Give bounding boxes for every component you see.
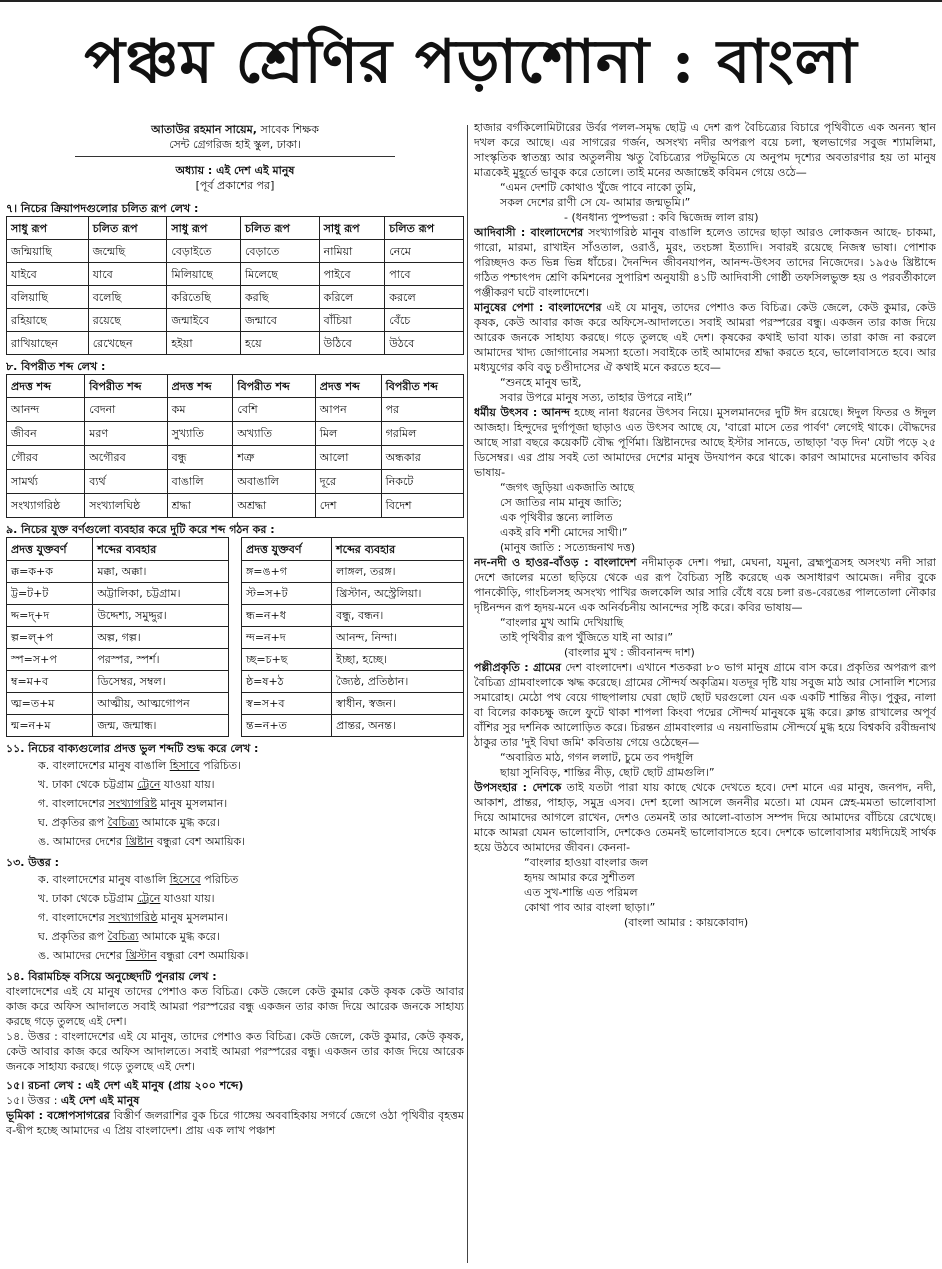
- sentence-text: মানুষ মুসলমান।: [157, 911, 228, 924]
- table-cell: মিলিয়াছে: [167, 263, 241, 286]
- q7-table: [6, 216, 464, 355]
- table-cell: করিতেছি: [167, 286, 241, 309]
- q8-header-cell: বিপরীত শব্দ: [233, 375, 315, 398]
- table-cell: দ্দ=দ্+দ: [7, 605, 93, 627]
- q9-table-left: [6, 537, 229, 737]
- q7-header-cell: সাধু রূপ: [7, 217, 89, 240]
- poem-line: সকল দেশের রাণী সে যে- আমার জন্মভূমি।”: [500, 196, 691, 209]
- table-cell: বেদনা: [85, 398, 167, 422]
- sentence-text: পরিচিত।: [199, 759, 242, 772]
- table-row: [242, 693, 464, 715]
- q15-heading: ১৫। রচনা লেখ : এই দেশ এই মানুষ (প্রায় ২০০ শব্দে): [6, 1079, 244, 1092]
- table-cell: ন্ধ=ন+ধ: [242, 605, 332, 627]
- poem-line: হৃদয় আমার করে সুশীতল: [524, 871, 635, 884]
- table-cell: বন্ধু, বন্ধন।: [332, 605, 464, 627]
- table-cell: যাইবে: [7, 263, 89, 286]
- section-label: আদিবাসী : বাংলাদেশের: [474, 226, 584, 239]
- table-cell: উঠিবে: [319, 332, 385, 355]
- table-cell: স্বাধীন, স্বজন।: [332, 693, 464, 715]
- table-cell: যাবে: [88, 263, 167, 286]
- table-cell: ত্ম=ত+ম: [7, 693, 93, 715]
- table-row: [7, 561, 229, 583]
- section-label: উপসংহার : দেশকে: [474, 781, 562, 794]
- section-label: পল্লীপ্রকৃতি : গ্রামের: [474, 661, 562, 674]
- table-cell: স্ট=স+ট: [242, 583, 332, 605]
- table-cell: মিল: [315, 422, 381, 446]
- table-cell: ন্ত=ন+ত: [242, 715, 332, 737]
- table-cell: রয়েছে: [88, 309, 167, 332]
- section-label: ধর্মীয় উৎসব : আনন্দ: [474, 406, 570, 419]
- poem-credit: (বাংলা আমার : কায়কোবাদ): [624, 916, 749, 929]
- sentence-text: গ. বাংলাদেশের: [38, 911, 109, 924]
- essay-paragraph: [474, 225, 936, 300]
- table-cell: বেড়াইতে: [167, 240, 241, 263]
- table-cell: স্প=স+প: [7, 649, 93, 671]
- q8-header-cell: প্রদত্ত শব্দ: [315, 375, 381, 398]
- essay-paragraph: [474, 660, 936, 750]
- q8-header-cell: বিপরীত শব্দ: [381, 375, 463, 398]
- list-item: [6, 756, 464, 775]
- section-label: নদ-নদী ও হাওর-বাঁওড় : বাংলাদেশ: [474, 556, 637, 569]
- table-row: [7, 398, 464, 422]
- section-text: তাই যতটা পারা যায় কাছে থেকে দেখতে হবে। দেশ মানে এর মানুষ, জনপদ, নদী, আকাশ, প্রান্তর, পাহাড়, সমুদ্র এসব। দেশ হলো আসলে জননীর মতো। মা যেমন স্নেহ-মমতা ভালোবাসা দিয়ে আমাদের আগলে রাখেন, দেশও তেমনই তার আলো-বাতাস সম্পদ দিয়ে আমাদের বাঁচিয়ে রেখেছে। মাকে আমরা যেমন ভালোবাসি, দেশকেও তেমনই ভালোবাসতে হবে। দেশকে ভালোবাসার মধ্যদিয়েই সার্থক হয়ে উঠবে আমাদের জীবন। কেননা-: [474, 781, 936, 854]
- table-cell: উঠবে: [385, 332, 464, 355]
- table-cell: শ্রদ্ধা: [167, 494, 233, 518]
- table-cell: ডিসেম্বর, সম্বল।: [93, 671, 229, 693]
- table-cell: ম্ব=ম+ব: [7, 671, 93, 693]
- table-cell: মরণ: [85, 422, 167, 446]
- table-row: [7, 286, 464, 309]
- underlined-word: খ্রিস্টান: [125, 949, 157, 962]
- essay-paragraph: [474, 300, 936, 375]
- underlined-word: বৈচিত্র্য: [107, 816, 139, 829]
- table-row: [242, 605, 464, 627]
- top-rule: [0, 0, 942, 8]
- q9-tables: [6, 537, 464, 737]
- list-item: [6, 889, 464, 908]
- underlined-word: সংখ্যাগরিষ্ট: [108, 797, 157, 810]
- sentence-text: গ. বাংলাদেশের: [38, 797, 109, 810]
- table-row: [7, 263, 464, 286]
- poem-line: “বাংলার মুখ আমি দেখিয়াছি: [500, 616, 624, 629]
- table-cell: জন্মাবে: [240, 309, 319, 332]
- poem-line: সবার উপরে মানুষ সত্য, তাহার উপরে নাই।”: [500, 391, 693, 404]
- sentence-text: পরিচিত: [200, 873, 239, 886]
- poem-line: এত সুখ-শান্তি এত পরিমল: [524, 886, 638, 899]
- table-row: [7, 470, 464, 494]
- table-cell: জ্যৈষ্ঠ, প্রতিষ্ঠান।: [332, 671, 464, 693]
- chapter-note: [পূর্ব প্রকাশের পর]: [195, 179, 275, 192]
- q8-header-cell: বিপরীত শব্দ: [85, 375, 167, 398]
- q7-heading: ৭। নিচের ক্রিয়াপদগুলোর চলিত রূপ লেখ :: [6, 202, 199, 215]
- sentence-text: খ. ঢাকা থেকে চট্টগ্রাম: [38, 892, 138, 905]
- q7-header-cell: সাধু রূপ: [167, 217, 241, 240]
- sentence-text: ক. বাংলাদেশের মানুষ বাঙালি: [38, 759, 170, 772]
- sentence-text: ঘ. প্রকৃতির রূপ: [38, 930, 108, 943]
- essay-paragraph: [474, 555, 936, 615]
- table-cell: অন্ধকার: [381, 446, 463, 470]
- table-cell: আলো: [315, 446, 381, 470]
- q9-header-cell: প্রদত্ত যুক্তবর্ণ: [7, 538, 93, 561]
- table-row: [7, 309, 464, 332]
- table-cell: পাবে: [385, 263, 464, 286]
- list-item: [6, 908, 464, 927]
- table-cell: মিলেছে: [240, 263, 319, 286]
- table-cell: জন্মাইবে: [167, 309, 241, 332]
- table-cell: দেশ: [315, 494, 381, 518]
- underlined-word: ট্রেনে: [137, 778, 161, 791]
- table-cell: রহিয়াছে: [7, 309, 89, 332]
- poem-line: “এমন দেশটি কোথাও খুঁজে পাবে নাকো তুমি,: [500, 181, 697, 194]
- table-cell: বেঁচে: [385, 309, 464, 332]
- section-text: দেশ বাংলাদেশ। এখানে শতকরা ৮০ ভাগ মানুষ গ্রামে বাস করে। প্রকৃতির অপরূপ রূপ বৈচিত্র্য গ্রামবাংলাকে ঋদ্ধ করেছে। গ্রামের সৌন্দর্য অকৃত্রিম। যতদূর দৃষ্টি যায় সবুজ মাঠ আর সোনালি শস্যের সমারোহ। মেঠো পথ বেয়ে গাছপালায় ঘেরা ছোট ছোট ঘরগুলো যেন এক একটি শান্তির নীড়। পুকুর, নালা বা বিলের কাকচক্ষু জলে ফুটে থাকা শাপলা কিংবা পদ্মের সৌন্দর্য মানুষকে মুগ্ধ করে। ক্লান্ত রাখালের অপূর্ব বাঁশির সুর দর্শনিক আলোড়িত করে। চিরন্তন গ্রামবাংলার এ নয়নাভিরাম সৌন্দর্যে মুগ্ধ হয়ে বিশ্বকবি রবীন্দ্রনাথ ঠাকুর তার 'দুই বিঘা জমি' কবিতায় গেয়ে ওঠেছেন—: [474, 661, 936, 749]
- table-cell: লাঙ্গল, তরঙ্গ।: [332, 561, 464, 583]
- author-school: সেন্ট গ্রেগরিজ হাই স্কুল, ঢাকা।: [169, 138, 301, 151]
- table-cell: গৌরব: [7, 446, 85, 470]
- q8-table: [6, 374, 464, 518]
- essay-paragraph: [474, 405, 936, 480]
- underlined-word: বৈচিত্র্য: [107, 930, 139, 943]
- intro-bold: বঙ্গোপসাগরের: [47, 1109, 110, 1122]
- list-item: [6, 794, 464, 813]
- q9-table-right: [241, 537, 464, 737]
- list-item: [6, 870, 464, 889]
- author-line: [6, 122, 464, 137]
- list-item: [6, 813, 464, 832]
- table-row: [7, 715, 229, 737]
- table-cell: আত্মীয়, আত্মগোপন: [93, 693, 229, 715]
- essay-paragraph: [474, 780, 936, 855]
- q15-answer-label: ১৫। উত্তর :: [6, 1094, 58, 1107]
- table-cell: খ্রিস্টান, অস্ট্রেলিয়া।: [332, 583, 464, 605]
- q15-answer-line: [6, 1093, 464, 1108]
- table-cell: করলে: [385, 286, 464, 309]
- list-item: [6, 775, 464, 794]
- table-cell: চ্ছ=চ+ছ: [242, 649, 332, 671]
- underlined-word: খ্রিষ্টান: [125, 835, 154, 848]
- table-cell: জীবন: [7, 422, 85, 446]
- underlined-word: ট্রেনে: [137, 892, 161, 905]
- q15-answer-title: এই দেশ এই মানুষ: [60, 1094, 140, 1107]
- poem-line: সে জাতির নাম মানুষ জাতি;: [500, 496, 623, 509]
- q7-header-cell: সাধু রূপ: [319, 217, 385, 240]
- table-cell: অশ্রদ্ধা: [233, 494, 315, 518]
- q8-header-row: [7, 375, 464, 398]
- table-row: [7, 671, 229, 693]
- table-row: [7, 649, 229, 671]
- table-cell: সংখ্যালঘিষ্ঠ: [85, 494, 167, 518]
- table-cell: জন্মেছি: [88, 240, 167, 263]
- table-cell: নিকটে: [381, 470, 463, 494]
- table-row: [7, 627, 229, 649]
- q9-heading: ৯. নিচের যুক্ত বর্ণগুলো ব্যবহার করে দুটি করে শব্দ গঠন কর :: [6, 523, 275, 536]
- q8-heading: ৮. বিপরীত শব্দ লেখ :: [6, 360, 106, 373]
- table-cell: আনন্দ, নিন্দা।: [332, 627, 464, 649]
- sentence-text: ঙ. আমাদের দেশের: [38, 949, 126, 962]
- q14-heading: ১৪. বিরামচিহ্ন বসিয়ে অনুচ্ছেদটি পুনরায় লেখ :: [6, 970, 217, 983]
- underlined-word: হিসাবে: [169, 759, 200, 772]
- column-divider: [467, 125, 468, 1263]
- q7-header-cell: চলিত রূপ: [385, 217, 464, 240]
- q14-paragraph: বাংলাদেশের এই যে মানুষ তাদের পেশাও কত বিচিত্র। কেউ জেলে কেউ কুমার কেউ কৃষক কেউ আবার কাজ করে অফিস আদালতে সবাই আমরা পরস্পরের বন্ধু একজন তার কাজ দিয়ে আরেক জনকে সাহায্য করছে গড়ে তুলছে এই দেশ।: [6, 985, 464, 1028]
- q11-heading: ১১. নিচের বাক্যগুলোর প্রদত্ত ভুল শব্দটি শুদ্ধ করে লেখ :: [6, 742, 259, 755]
- table-cell: পরস্পর, স্পর্শ।: [93, 649, 229, 671]
- table-row: [242, 561, 464, 583]
- table-cell: রাখিয়াছেন: [7, 332, 89, 355]
- chapter-title: অধ্যায় : এই দেশ এই মানুষ: [175, 164, 295, 177]
- table-cell: অল্প, গল্প।: [93, 627, 229, 649]
- list-item: [6, 946, 464, 965]
- author-role: সাবেক শিক্ষক: [260, 123, 319, 136]
- author-divider: [75, 156, 396, 157]
- table-cell: হইয়া: [167, 332, 241, 355]
- sentence-text: যাওয়া যায়।: [160, 892, 215, 905]
- table-cell: দূরে: [315, 470, 381, 494]
- table-cell: করছি: [240, 286, 319, 309]
- table-cell: বাঙালি: [167, 470, 233, 494]
- table-cell: ট্ট=ট+ট: [7, 583, 93, 605]
- table-cell: নামিয়া: [319, 240, 385, 263]
- table-cell: স্ব=স+ব: [242, 693, 332, 715]
- poem-credit: (বাংলার মুখ : জীবনানন্দ দাশ): [564, 646, 695, 659]
- table-cell: ক্ক=ক+ক: [7, 561, 93, 583]
- table-cell: ব্যর্থ: [85, 470, 167, 494]
- poem-line: তাই পৃথিবীর রূপ খুঁজিতে যাই না আর।”: [500, 631, 674, 644]
- section-text: সংখ্যাগরিষ্ঠ মানুষ বাঙালি হলেও তাদের ছাড়া আরও লোকজন আছে- চাকমা, গারো, মারমা, রাখাইন সাঁওতাল, ওরাওঁ, মুরং, তংচঙ্গা ইত্যাদি। সবারই রয়েছে নিজস্ব ভাষা। পোশাক পরিচ্ছদও কত ভিন্ন ভিন্ন ধাঁচের। দৈনন্দিন জীবনযাপন, আনন্দ-উৎসব তাদের নিজেদের। ১৯৫৬ খ্রিষ্টাব্দে গঠিত পশ্চাৎপদ শ্রেণি কমিশনের সুপারিশ অনুযায়ী ৪১টি আদিবাসী গোষ্ঠী তফসিলভুক্ত হয় ও পরবর্তীকালে পঞ্জীকরণ ঘটে বাংলাদেশে।: [474, 226, 936, 299]
- q7-header-row: [7, 217, 464, 240]
- table-cell: অগৌরব: [85, 446, 167, 470]
- section-label: মানুষের পেশা : বাংলাদেশের: [474, 301, 602, 314]
- q7-header-cell: চলিত রূপ: [240, 217, 319, 240]
- table-cell: বাঁচিয়া: [319, 309, 385, 332]
- section-text: নদীমাতৃক দেশ। পদ্মা, মেঘনা, যমুনা, ব্রহ্মপুত্রসহ অসংখ্য নদী সারা দেশে জালের মতো ছড়িয়ে থেকে এর রূপ বৈচিত্র্য সৃষ্টি করেছে এক অসাধারণ আমেজ। নদীর বুকে পানকৌড়ি, গাংচিলসহ অসংখ্য পাখির জলকেলি আর সারি বেঁধে বয়ে চলা রঙ-বেরঙের পালতোলা নৌকার দৃষ্টিনন্দন রূপ হৃদয়-মনে এক অনির্বচনীয় আনন্দের সৃষ্টি করে। কবির ভাষায়—: [474, 556, 936, 614]
- poem-line: ছায়া সুনিবিড়, শান্তির নীড়, ছোট ছোট গ্রামগুলি।”: [500, 766, 715, 779]
- table-row: [242, 671, 464, 693]
- masthead-title: পঞ্চম শ্রেণির পড়াশোনা : বাংলা: [84, 27, 858, 97]
- table-cell: বন্ধু: [167, 446, 233, 470]
- sentence-text: আমাকে মুগ্ধ করে।: [138, 930, 220, 943]
- underlined-word: সংখ্যাগরিষ্ঠ: [108, 911, 158, 924]
- left-column: [6, 120, 464, 1265]
- table-row: [7, 240, 464, 263]
- table-cell: অখ্যাতি: [233, 422, 315, 446]
- poem-line: “শুনহে মানুষ ভাই,: [500, 376, 582, 389]
- table-row: [242, 627, 464, 649]
- q8-header-cell: প্রদত্ত শব্দ: [167, 375, 233, 398]
- table-cell: জন্মিয়াছি: [7, 240, 89, 263]
- sentence-text: খ. ঢাকা থেকে চট্টগ্রাম: [38, 778, 138, 791]
- q15-intro: [6, 1108, 464, 1138]
- poem-line: কোথা পাব আর বাংলা ছাড়া।”: [524, 901, 656, 914]
- sentence-text: বন্ধুরা বেশ অমায়িক।: [153, 835, 246, 848]
- right-column: [474, 120, 936, 1265]
- essay-paragraph: হাজার বর্গকিলোমিটারের উর্বর পলল-সমৃদ্ধ ছোট্ট এ দেশ রূপ বৈচিত্র্যের বিচারে পৃথিবীতে এক অনন্য স্থান দখল করে আছে। এর সাগরের গর্জন, অসংখ্য নদীর অপরূপ বয়ে চলা, স্থলভাগের সবুজ শ্যামলিমা, সাংস্কৃতিক স্বাতন্ত্র্য আর অতুলনীয় ঋতু বৈচিত্র্যের পটভূমিতে যে অনুপম দৃশ্যের অবতারণার হয় তা মানুষ মাত্রকেই মুহূর্তে ভাবুক করে তোলে। তাই মনের অজান্তেই কবিমন গেয়ে ওঠে—: [474, 121, 936, 179]
- table-cell: আনন্দ: [7, 398, 85, 422]
- q13-heading: ১৩. উত্তর :: [6, 856, 60, 869]
- table-row: [242, 715, 464, 737]
- table-cell: প্রান্তর, অনন্ত।: [332, 715, 464, 737]
- table-cell: ন্ম=ন+ম: [7, 715, 93, 737]
- table-cell: বিদেশ: [381, 494, 463, 518]
- table-cell: ন্দ=ন+দ: [242, 627, 332, 649]
- q9-header-cell: প্রদত্ত যুক্তবর্ণ: [242, 538, 332, 561]
- table-cell: সংখ্যাগরিষ্ঠ: [7, 494, 85, 518]
- sentence-text: ক. বাংলাদেশের মানুষ বাঙালি: [38, 873, 170, 886]
- table-cell: মক্কা, অক্কা।: [93, 561, 229, 583]
- sentence-text: ঙ. আমাদের দেশের: [38, 835, 126, 848]
- author-name: আতাউর রহমান সায়েম,: [151, 123, 257, 136]
- q7-header-cell: চলিত রূপ: [88, 217, 167, 240]
- poem-credit: - (ধনধান্য পুষ্পভরা : কবি দ্বিজেন্দ্র লাল রায়): [564, 211, 759, 224]
- q9-header-row: [242, 538, 464, 561]
- sentence-text: বন্ধুরা বেশ অমায়িক।: [156, 949, 249, 962]
- section-text: হচ্ছে নানা ধরনের উৎসব নিয়ে। মুসলমানদের দুটি ঈদ রয়েছে। ঈদুল ফিতর ও ঈদুল আজহা। হিন্দুদের দুর্গাপূজা ছাড়াও এত উৎসব আছে যে, 'বারো মাসে তের পার্বণ' লেগেই থাকে। বৌদ্ধদের আছে সারা বছরে কয়েকটি বৌদ্ধ পূর্ণিমা। খ্রিষ্টানদের আছে ইস্টার সানডে, তাছাড়া 'বড় দিন' যেটা পড়ে ২৫ ডিসেম্বর। এর প্রায় সবই তো আমাদের দেশের মানুষ উদযাপন করে থাকে। কারণ আমাদের মনোভাব কবির ভাষায়-: [474, 406, 936, 479]
- poem-line: “জগৎ জুড়িয়া একজাতি আছে: [500, 481, 635, 494]
- table-cell: শত্রু: [233, 446, 315, 470]
- poem-line: “অবারিত মাঠ, গগন ললাট, চুমে তব পদধূলি: [500, 751, 694, 764]
- table-cell: রেখেছেন: [88, 332, 167, 355]
- table-cell: বলিয়াছি: [7, 286, 89, 309]
- q8-header-cell: প্রদত্ত শব্দ: [7, 375, 85, 398]
- q9-header-row: [7, 538, 229, 561]
- sentence-text: আমাকে মুগ্ধ করে।: [138, 816, 220, 829]
- table-row: [7, 332, 464, 355]
- list-item: [6, 832, 464, 851]
- underlined-word: হিসেবে: [169, 873, 201, 886]
- table-cell: সামর্থ্য: [7, 470, 85, 494]
- table-row: [7, 446, 464, 470]
- q9-header-cell: শব্দের ব্যবহার: [332, 538, 464, 561]
- table-cell: আপন: [315, 398, 381, 422]
- table-cell: নেমে: [385, 240, 464, 263]
- table-cell: সুখ্যাতি: [167, 422, 233, 446]
- table-row: [242, 583, 464, 605]
- table-cell: ল্প=ল্+প: [7, 627, 93, 649]
- table-cell: ষ্ঠ=ষ+ঠ: [242, 671, 332, 693]
- poem-line: একই রবি শশী মোদের সাথী।”: [500, 526, 628, 539]
- table-cell: অবাঙালি: [233, 470, 315, 494]
- section-text: এই যে মানুষ, তাদের পেশাও কত বিচিত্র। কেউ জেলে, কেউ কুমার, কেউ কৃষক, কেউ আবার কাজ করে অফিসে-আদালতে। সবাই আমরা পরস্পরের বন্ধু। একজন তার কাজ দিয়ে আরেক জনকে সাহায্য করছে। গড়ে তুলছে এই দেশ। কৃষকের কথাই ভাবা যাক। তারা কাজ না করলে আমাদের খাদ্য জোগানোর সমস্যা হতো। সবাইকে তাই আমাদের শ্রদ্ধা করতে হবে, ভালোবাসতে হবে। আর মধ্যযুগের কবি বড়ু চণ্ডীদাসের ঐ কথাই মনে করতে হবে—: [474, 301, 936, 374]
- table-row: [7, 693, 229, 715]
- table-cell: বেশি: [233, 398, 315, 422]
- table-cell: ইচ্ছা, হচ্ছে।: [332, 649, 464, 671]
- table-cell: করিলে: [319, 286, 385, 309]
- table-cell: অট্টালিকা, চট্টগ্রাম।: [93, 583, 229, 605]
- intro-label: ভূমিকা :: [6, 1109, 44, 1122]
- table-row: [242, 649, 464, 671]
- table-cell: হয়ে: [240, 332, 319, 355]
- sentence-text: ঘ. প্রকৃতির রূপ: [38, 816, 108, 829]
- table-cell: পাইবে: [319, 263, 385, 286]
- q9-header-cell: শব্দের ব্যবহার: [93, 538, 229, 561]
- table-cell: কম: [167, 398, 233, 422]
- table-cell: জন্ম, জন্মান্ধ।: [93, 715, 229, 737]
- list-item: [6, 927, 464, 946]
- table-cell: গরমিল: [381, 422, 463, 446]
- table-cell: পর: [381, 398, 463, 422]
- table-row: [7, 583, 229, 605]
- sentence-text: মানুষ মুসলমান।: [156, 797, 228, 810]
- table-cell: বলেছি: [88, 286, 167, 309]
- table-row: [7, 422, 464, 446]
- table-cell: উদ্দেশ্য, সমুদ্দুর।: [93, 605, 229, 627]
- q14-answer: ১৪. উত্তর : বাংলাদেশের এই যে মানুষ, তাদের পেশাও কত বিচিত্র। কেউ জেলে, কেউ কুমার, কেউ কৃষক, কেউ আবার কাজ করে অফিস আদালতে। সবাই আমরা পরস্পরের বন্ধু। একজন তার কাজ দিয়ে আরেক জনকে সাহায্য করছে। গড়ে তুলছে এই দেশ।: [6, 1030, 464, 1073]
- table-cell: ঙ্গ=ঙ+গ: [242, 561, 332, 583]
- poem-line: এক পৃথিবীর স্তন্যে লালিত: [500, 511, 613, 524]
- table-row: [7, 494, 464, 518]
- table-row: [7, 605, 229, 627]
- table-cell: বেড়াতে: [240, 240, 319, 263]
- poem-credit: (মানুষ জাতি : সত্যেন্দ্রনাথ দত্ত): [500, 541, 636, 554]
- intro-text: বিস্তীর্ণ জলরাশির বুক চিরে গাঙ্গেয় অববাহিকায় সগর্বে জেগে ওঠা পৃথিবীর বৃহত্তম ব-দ্বীপ হচ্ছে আমাদের এ প্রিয় বাংলাদেশ। প্রায় এক লাখ পঞ্চাশ: [6, 1109, 464, 1137]
- sentence-text: যাওয়া যায়।: [160, 778, 215, 791]
- poem-line: “বাংলার হাওয়া বাংলার জল: [524, 856, 648, 869]
